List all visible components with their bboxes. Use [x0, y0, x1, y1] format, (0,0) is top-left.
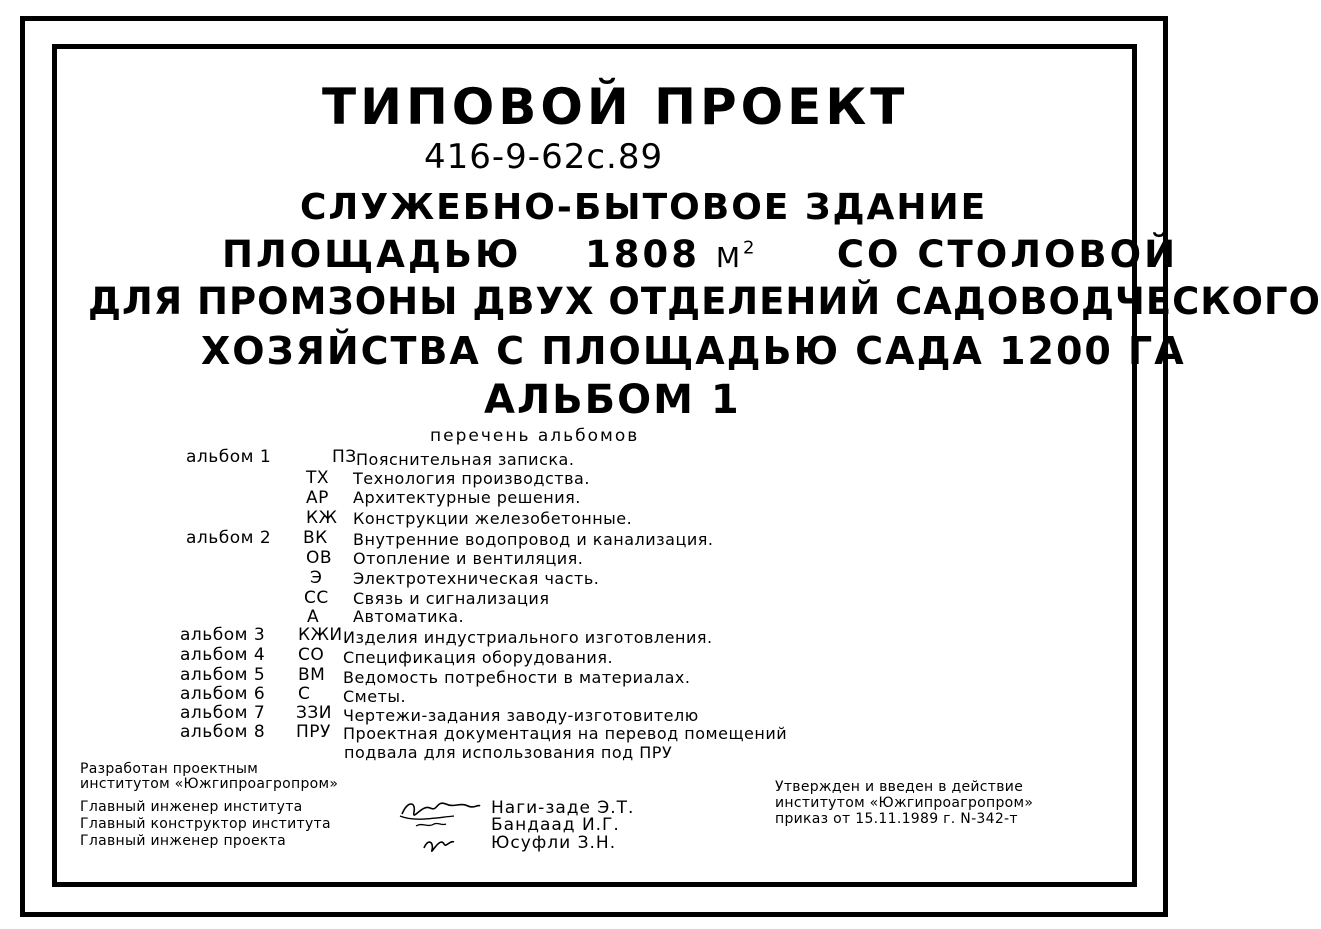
album-label: альбом 7: [180, 703, 266, 723]
album-code: СО: [298, 645, 325, 665]
canteen-label: СО СТОЛОВОЙ: [836, 233, 1179, 276]
album-code: А: [307, 607, 320, 627]
area-value: 1808: [584, 233, 700, 276]
signatures-icon: [394, 792, 484, 860]
album-desc: Автоматика.: [353, 607, 465, 626]
purpose-line: ДЛЯ ПРОМЗОНЫ ДВУХ ОТДЕЛЕНИЙ САДОВОДЧЕСКОГО: [88, 280, 1321, 323]
album-code: КЖ: [306, 508, 338, 528]
album-desc: Проектная документация на перевод помещений: [343, 724, 788, 743]
album-code: ЗЗИ: [296, 703, 333, 723]
album-code: ТХ: [306, 468, 330, 488]
album-code: ВК: [303, 528, 328, 548]
album-desc: Архитектурные решения.: [353, 488, 581, 507]
name-chief-engineer: Наги-заде Э.Т.: [491, 798, 635, 818]
album-label: альбом 8: [180, 722, 266, 742]
album-desc: Изделия индустриального изготовления.: [343, 628, 713, 647]
role-chief-engineer: Главный инженер института: [80, 799, 303, 815]
album-desc: Чертежи-задания заводу-изготовителю: [343, 706, 699, 725]
album-desc: Отопление и вентиляция.: [353, 549, 584, 568]
album-desc: Конструкции железобетонные.: [353, 509, 633, 528]
approved-line3: приказ от 15.11.1989 г. N-342-т: [775, 811, 1018, 827]
album-label: альбом 1: [186, 447, 272, 467]
building-title: СЛУЖЕБНО-БЫТОВОЕ ЗДАНИЕ: [300, 187, 988, 228]
album-desc: Внутренние водопровод и канализация.: [353, 530, 714, 549]
album-code: СС: [304, 588, 329, 608]
role-project-engineer: Главный инженер проекта: [80, 833, 286, 849]
album-code: ПРУ: [296, 722, 331, 742]
approved-line1: Утвержден и введен в действие: [775, 779, 1024, 795]
approved-line2: институтом «Южгипроагропром»: [775, 795, 1034, 811]
album-code: ВМ: [298, 665, 326, 685]
area-line: [222, 233, 1179, 276]
name-project-engineer: Юсуфли З.Н.: [491, 833, 617, 853]
album-desc: Технология производства.: [353, 469, 590, 488]
album-code: С: [298, 684, 311, 704]
album-code: ОВ: [306, 548, 333, 568]
album-code: КЖИ: [298, 625, 343, 645]
role-chief-designer: Главный конструктор института: [80, 816, 331, 832]
area-unit: М: [715, 241, 744, 274]
album-label: альбом 5: [180, 665, 266, 685]
area-label: ПЛОЩАДЬЮ: [222, 233, 522, 276]
album-label: альбом 4: [180, 645, 266, 665]
album-code: АР: [306, 488, 329, 508]
name-chief-designer: Бандаад И.Г.: [491, 815, 620, 835]
album-desc: Ведомость потребности в материалах.: [343, 668, 691, 687]
album-code: Э: [310, 568, 323, 588]
list-title: перечень альбомов: [430, 426, 640, 446]
album-label: альбом 2: [186, 528, 272, 548]
album-desc: Спецификация оборудования.: [343, 648, 614, 667]
album-desc: Электротехническая часть.: [353, 569, 600, 588]
album-label: альбом 3: [180, 625, 266, 645]
album-desc: Пояснительная записка.: [356, 450, 575, 469]
title-main: ТИПОВОЙ ПРОЕКТ: [322, 78, 909, 136]
album-label: альбом 6: [180, 684, 266, 704]
area-unit-sup: 2: [743, 237, 758, 259]
developed-line1: Разработан проектным: [80, 761, 259, 777]
album-code: ПЗ: [332, 447, 357, 467]
album-desc: Связь и сигнализация: [353, 589, 550, 608]
farm-line: ХОЗЯЙСТВА С ПЛОЩАДЬЮ САДА 1200 ГА: [201, 329, 1186, 373]
album-desc: подвала для использования под ПРУ: [344, 743, 673, 762]
album-title: АЛЬБОМ 1: [484, 377, 741, 423]
project-number: 416-9-62с.89: [424, 137, 664, 177]
album-desc: Сметы.: [343, 687, 407, 706]
developed-line2: институтом «Южгипроагропром»: [80, 776, 339, 792]
